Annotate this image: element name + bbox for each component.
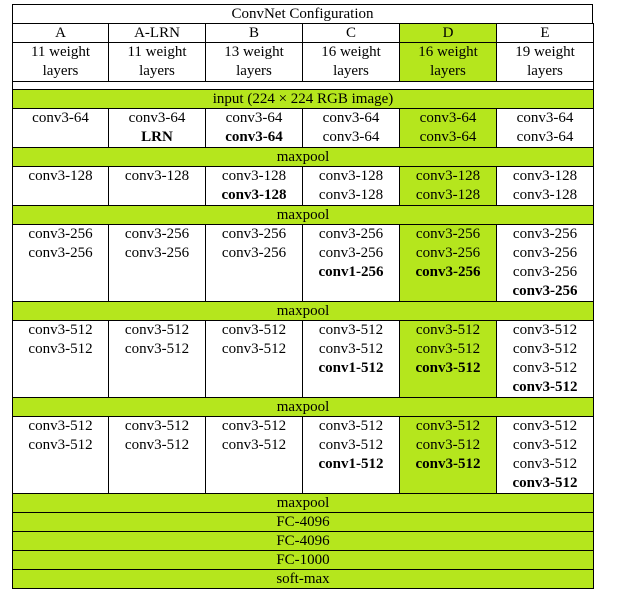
layer-label: conv3-64 xyxy=(32,110,89,126)
column-desc xyxy=(303,43,400,82)
softmax-row xyxy=(13,570,594,589)
layer-label: conv3-512 xyxy=(28,341,93,357)
fc1-row xyxy=(13,513,594,532)
column-name: A-LRN xyxy=(109,24,206,43)
conv-block-row xyxy=(13,225,594,302)
column-name: C xyxy=(303,24,400,43)
maxpool-row xyxy=(13,206,594,225)
layer-label: conv3-512 xyxy=(221,437,287,453)
layer-cell xyxy=(109,167,206,206)
layer-label: conv3-256 xyxy=(512,226,578,242)
maxpool-layer: maxpool xyxy=(13,302,594,321)
layer-label: conv3-512 xyxy=(512,475,578,491)
layer-cell xyxy=(497,109,594,148)
layer-cell xyxy=(206,417,303,494)
desc-line: 19 weight xyxy=(515,44,575,60)
layer-label: conv3-64 xyxy=(419,110,477,126)
desc-line: layers xyxy=(139,63,175,79)
layer-label: conv3-128 xyxy=(415,187,481,203)
layer-cell-highlighted xyxy=(400,321,497,398)
fc-layer: FC-1000 xyxy=(13,551,594,570)
table-title: ConvNet Configuration xyxy=(12,4,593,23)
layer-label: conv3-512 xyxy=(415,341,481,357)
layer-label: conv3-512 xyxy=(318,341,384,357)
layer-label: conv3-256 xyxy=(318,226,384,242)
layer-cell xyxy=(303,225,400,302)
desc-line: layers xyxy=(42,63,79,79)
fc2-row xyxy=(13,532,594,551)
layer-cell-highlighted xyxy=(400,167,497,206)
input-row xyxy=(13,90,594,109)
column-name: E xyxy=(497,24,594,43)
layer-label: conv3-512 xyxy=(124,437,190,453)
layer-cell xyxy=(13,225,109,302)
layer-label: conv3-512 xyxy=(28,437,93,453)
layer-cell xyxy=(109,321,206,398)
layer-label: conv3-512 xyxy=(221,341,287,357)
layer-label: conv3-128 xyxy=(221,168,287,184)
layer-label: conv3-512 xyxy=(124,341,190,357)
layer-label: conv3-512 xyxy=(221,418,287,434)
layer-label: conv3-512 xyxy=(28,418,93,434)
maxpool-row xyxy=(13,494,594,513)
layer-cell xyxy=(497,225,594,302)
layer-label: conv3-512 xyxy=(512,437,578,453)
layer-label: conv3-128 xyxy=(512,187,578,203)
layer-cell xyxy=(13,109,109,148)
layer-label: conv3-128 xyxy=(124,168,190,184)
column-desc-highlighted xyxy=(400,43,497,82)
separator-gap xyxy=(13,82,594,90)
layer-label: conv1-256 xyxy=(318,264,384,280)
layer-cell-highlighted xyxy=(400,225,497,302)
layer-cell xyxy=(497,417,594,494)
layer-cell xyxy=(206,109,303,148)
layer-cell xyxy=(13,417,109,494)
layer-label: conv3-256 xyxy=(124,226,190,242)
layer-cell xyxy=(13,167,109,206)
maxpool-layer: maxpool xyxy=(13,398,594,417)
layer-label: conv3-512 xyxy=(512,379,578,395)
layer-label: conv3-512 xyxy=(318,437,384,453)
layer-label: conv3-64 xyxy=(516,110,574,126)
layer-label: conv3-512 xyxy=(512,322,578,338)
layer-cell xyxy=(206,321,303,398)
layer-cell-highlighted xyxy=(400,109,497,148)
layer-cell xyxy=(109,417,206,494)
conv-block-row xyxy=(13,109,594,148)
column-desc xyxy=(497,43,594,82)
layer-label: conv3-64 xyxy=(225,129,283,145)
layer-cell xyxy=(497,321,594,398)
layer-label: conv3-128 xyxy=(318,187,384,203)
maxpool-layer: maxpool xyxy=(13,148,594,167)
desc-line: 16 weight xyxy=(418,44,478,60)
layer-label: conv3-512 xyxy=(415,322,481,338)
layer-label: conv3-256 xyxy=(28,245,93,261)
column-name-row xyxy=(13,24,594,43)
maxpool-layer: maxpool xyxy=(13,206,594,225)
layer-label: conv3-512 xyxy=(318,322,384,338)
desc-line: layers xyxy=(333,63,369,79)
layer-label: conv3-256 xyxy=(124,245,190,261)
layer-label: conv3-128 xyxy=(415,168,481,184)
layer-label: conv3-64 xyxy=(516,129,574,145)
desc-line: 16 weight xyxy=(321,44,381,60)
conv-block-row xyxy=(13,167,594,206)
softmax-layer: soft-max xyxy=(13,570,594,589)
column-desc xyxy=(206,43,303,82)
fc3-row xyxy=(13,551,594,570)
layer-label: LRN xyxy=(141,129,173,145)
fc-layer: FC-4096 xyxy=(13,532,594,551)
layer-label: conv3-256 xyxy=(415,226,481,242)
desc-line: 11 weight xyxy=(30,44,91,60)
desc-line: 11 weight xyxy=(127,44,187,60)
layer-label: conv3-128 xyxy=(318,168,384,184)
column-name: B xyxy=(206,24,303,43)
desc-line: layers xyxy=(527,63,563,79)
layer-label: conv3-256 xyxy=(415,245,481,261)
layer-label: conv3-512 xyxy=(512,360,578,376)
layer-cell xyxy=(13,321,109,398)
layer-label: conv3-64 xyxy=(322,110,380,126)
layer-cell xyxy=(109,225,206,302)
layer-cell xyxy=(303,109,400,148)
fc-layer: FC-4096 xyxy=(13,513,594,532)
layer-cell xyxy=(109,109,206,148)
layer-cell xyxy=(206,167,303,206)
layer-label: conv3-512 xyxy=(28,322,93,338)
layer-label: conv3-256 xyxy=(221,226,287,242)
desc-line: layers xyxy=(430,63,466,79)
maxpool-row xyxy=(13,148,594,167)
layer-label: conv3-256 xyxy=(512,264,578,280)
layer-cell xyxy=(497,167,594,206)
layer-cell xyxy=(303,167,400,206)
layer-label: conv3-512 xyxy=(415,360,481,376)
layer-label: conv3-512 xyxy=(124,418,190,434)
conv-block-row xyxy=(13,417,594,494)
maxpool-row xyxy=(13,302,594,321)
column-name-highlighted: D xyxy=(400,24,497,43)
layer-cell xyxy=(303,417,400,494)
layer-label: conv3-256 xyxy=(28,226,93,242)
layer-label: conv3-128 xyxy=(28,168,93,184)
layer-label: conv3-512 xyxy=(318,418,384,434)
layer-label: conv3-64 xyxy=(128,110,186,126)
layer-label: conv3-256 xyxy=(318,245,384,261)
column-name: A xyxy=(13,24,109,43)
column-desc xyxy=(13,43,109,82)
conv-block-row xyxy=(13,321,594,398)
maxpool-layer: maxpool xyxy=(13,494,594,513)
maxpool-row xyxy=(13,398,594,417)
layer-label: conv3-512 xyxy=(415,437,481,453)
layer-label: conv1-512 xyxy=(318,360,384,376)
layer-label: conv1-512 xyxy=(318,456,384,472)
layer-label: conv3-512 xyxy=(512,456,578,472)
layer-label: conv3-512 xyxy=(512,418,578,434)
layer-label: conv3-64 xyxy=(322,129,380,145)
layer-cell-highlighted xyxy=(400,417,497,494)
layer-label: conv3-128 xyxy=(221,187,287,203)
layer-label: conv3-512 xyxy=(415,456,481,472)
layer-cell xyxy=(206,225,303,302)
config-grid xyxy=(12,23,594,589)
layer-label: conv3-256 xyxy=(415,264,481,280)
layer-label: conv3-512 xyxy=(512,341,578,357)
layer-label: conv3-256 xyxy=(221,245,287,261)
layer-label: conv3-256 xyxy=(512,245,578,261)
desc-line: layers xyxy=(236,63,272,79)
layer-label: conv3-64 xyxy=(419,129,477,145)
desc-line: 13 weight xyxy=(224,44,284,60)
layer-cell xyxy=(303,321,400,398)
layer-label: conv3-128 xyxy=(512,168,578,184)
column-desc xyxy=(109,43,206,82)
layer-label: conv3-512 xyxy=(221,322,287,338)
layer-label: conv3-512 xyxy=(415,418,481,434)
column-desc-row xyxy=(13,43,594,82)
layer-label: conv3-64 xyxy=(225,110,283,126)
convnet-config-table xyxy=(12,4,593,589)
input-layer: input (224 × 224 RGB image) xyxy=(13,90,594,109)
layer-label: conv3-256 xyxy=(512,283,578,299)
layer-label: conv3-512 xyxy=(124,322,190,338)
